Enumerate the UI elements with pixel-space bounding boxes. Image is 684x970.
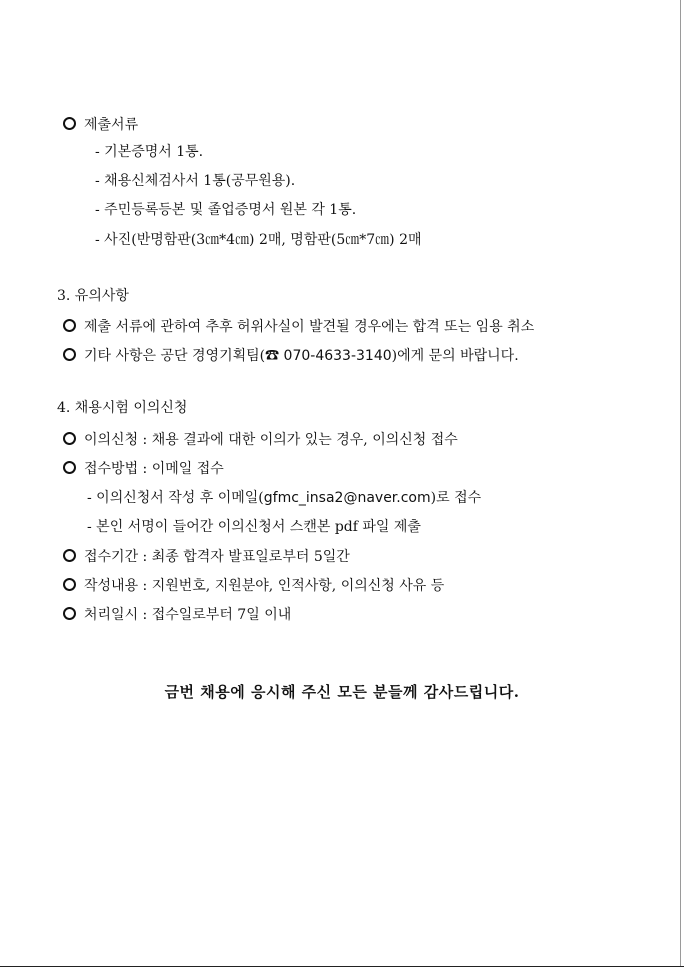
appeal-sub-text: - 이의신청서 작성 후 이메일( <box>87 490 264 506</box>
phone-number: 070-4633-3140 <box>279 348 392 364</box>
appeal-item <box>63 606 291 624</box>
docs-title-text: 제출서류 <box>84 117 139 133</box>
notes-item-text: 제출 서류에 관하여 추후 허위사실이 발견될 경우에는 합격 또는 임용 취소 <box>84 319 535 335</box>
appeal-item <box>63 431 458 449</box>
email-address: gfmc_insa2@naver.com <box>263 490 431 506</box>
docs-item: - 채용신체검사서 1통(공무원용). <box>95 173 296 189</box>
appeal-item-text: 처리일시 : 접수일로부터 7일 이내 <box>84 607 292 623</box>
notes-item-text: )에게 문의 바랍니다. <box>391 348 519 364</box>
appeal-item-text: 작성내용 : 지원번호, 지원분야, 인적사항, 이의신청 사유 등 <box>84 578 445 594</box>
docs-item: - 기본증명서 1통. <box>95 144 204 160</box>
notes-item <box>63 347 519 365</box>
circle-bullet-icon <box>63 348 76 361</box>
appeal-item <box>63 548 350 566</box>
appeal-item <box>63 577 444 595</box>
appeal-item-text: 이의신청 : 채용 결과에 대한 이의가 있는 경우, 이의신청 접수 <box>84 432 458 448</box>
circle-bullet-icon <box>63 461 76 474</box>
appeal-heading: 4. 채용시험 이의신청 <box>57 400 188 416</box>
docs-item: - 주민등록등본 및 졸업증명서 원본 각 1통. <box>95 202 357 218</box>
notes-item-text: 기타 사항은 공단 경영기획팀( <box>84 348 266 364</box>
docs-item: - 사진(반명함판(3㎝*4㎝) 2매, 명함판(5㎝*7㎝) 2매 <box>95 232 422 248</box>
notes-heading: 3. 유의사항 <box>57 288 129 304</box>
circle-bullet-icon <box>63 319 76 332</box>
page-edge-bottom <box>0 966 684 967</box>
circle-bullet-icon <box>63 549 76 562</box>
circle-bullet-icon <box>63 432 76 445</box>
appeal-item-text: 접수기간 : 최종 합격자 발표일로부터 5일간 <box>84 549 350 565</box>
notes-item <box>63 318 534 336</box>
closing-message: 금번 채용에 응시해 주신 모든 분들께 감사드립니다. <box>164 683 520 701</box>
phone-icon: ☎ <box>265 348 280 364</box>
circle-bullet-icon <box>63 117 76 130</box>
appeal-sub-item <box>87 489 481 507</box>
appeal-item-text: 접수방법 : 이메일 접수 <box>84 461 224 477</box>
appeal-item <box>63 460 224 478</box>
circle-bullet-icon <box>63 607 76 620</box>
docs-title <box>63 116 138 134</box>
appeal-sub-text: )로 접수 <box>430 490 482 506</box>
appeal-sub-item: - 본인 서명이 들어간 이의신청서 스캔본 pdf 파일 제출 <box>87 519 421 535</box>
circle-bullet-icon <box>63 578 76 591</box>
page-edge-right <box>680 0 681 967</box>
